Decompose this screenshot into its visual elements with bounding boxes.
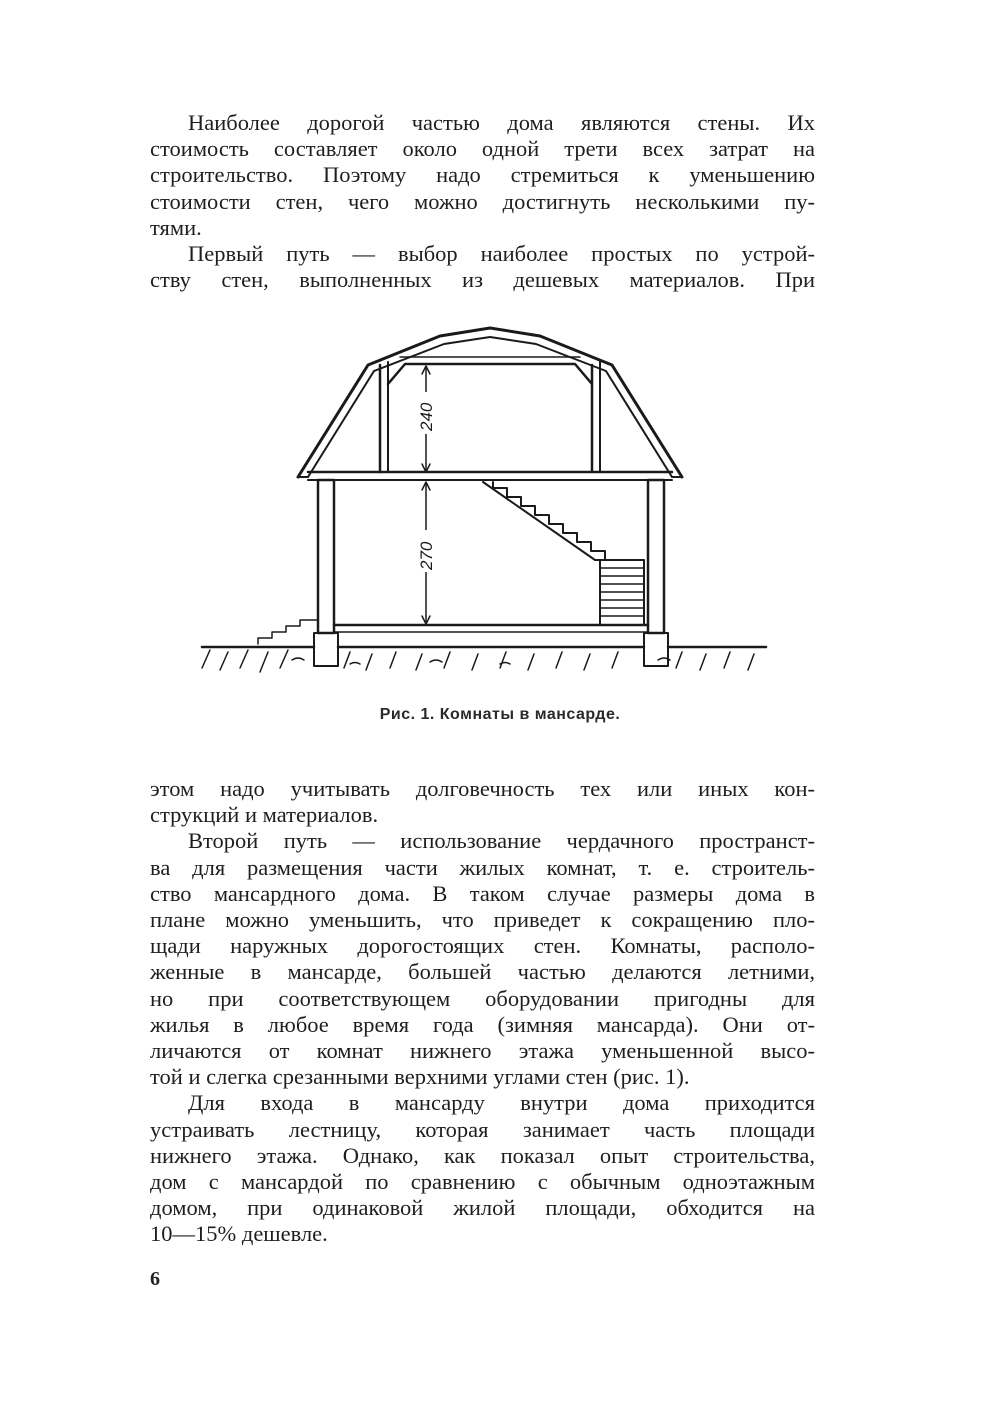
- paragraph-5: [150, 1090, 815, 1247]
- text-line: устраивать лестницу, которая занимает часть площади: [150, 1116, 815, 1142]
- figure-mansard-house: [200, 322, 780, 697]
- foundation-left: [314, 633, 338, 666]
- text-line: тями.: [150, 214, 202, 240]
- text-line: но при соответствующем оборудовании пригодны для: [150, 985, 815, 1011]
- text-line: личаются от комнат нижнего этажа уменьшенной высо-: [150, 1038, 815, 1064]
- paragraph-4: [150, 828, 815, 1090]
- text-line: Первый путь — выбор наиболее простых по устрой-: [188, 241, 815, 267]
- text-line: той и слегка срезанными верхними углами стен (рис. 1).: [150, 1064, 690, 1090]
- text-line: ва для размещения части жилых комнат, т. е. строитель-: [150, 854, 815, 880]
- foundation-right: [644, 633, 668, 666]
- stair-steps-upper: [493, 482, 605, 560]
- page-number: 6: [150, 1268, 160, 1290]
- text-line: Второй путь — использование чердачного пространст-: [188, 828, 815, 854]
- text-line: Для входа в мансарду внутри дома приходится: [188, 1090, 815, 1116]
- roof-inner-line: [308, 337, 672, 477]
- dimension-label-upper: 240: [417, 402, 436, 431]
- text-line: домом, при одинаковой жилой площади, обходится на: [150, 1195, 815, 1221]
- text-line: струкций и материалов.: [150, 802, 379, 828]
- text-block-bottom: [150, 776, 815, 1248]
- text-line: плане можно уменьшить, что приведет к сокращению пло-: [150, 907, 815, 933]
- text-line: ство мансардного дома. В таком случае размеры дома в: [150, 880, 815, 906]
- text-line: этом надо учитывать долговечность тех или иных кон-: [150, 776, 815, 801]
- text-block-top: [150, 110, 815, 293]
- wall-left: [318, 480, 334, 633]
- text-line: 10—15% дешевле.: [150, 1221, 328, 1247]
- text-line: щади наружных дорогостоящих стен. Комнаты, располо-: [150, 933, 815, 959]
- text-line: стоимость составляет около одной трети всех затрат на: [150, 136, 815, 162]
- text-line: нижнего этажа. Однако, как показал опыт строительства,: [150, 1142, 815, 1168]
- wall-right: [648, 480, 664, 633]
- paragraph-2: [150, 241, 815, 293]
- figure-caption: Рис. 1. Комнаты в мансарде.: [379, 706, 621, 723]
- paragraph-1: [150, 110, 815, 241]
- text-line: женные в мансарде, большей частью делаются летними,: [150, 959, 815, 985]
- text-line: стоимости стен, чего можно достигнуть несколькими пу-: [150, 188, 815, 214]
- paragraph-3: [150, 776, 815, 828]
- mansard-ceiling: [388, 364, 592, 384]
- text-line: строительство. Поэтому надо стремиться к уменьшению: [150, 162, 815, 188]
- roof-outer-line: [298, 328, 682, 477]
- entrance-steps: [258, 620, 318, 644]
- soil-hatching: [202, 650, 754, 672]
- text-line: дом с мансардой по сравнению с обычным одноэтажным: [150, 1169, 815, 1195]
- house-section-drawing: [200, 322, 780, 697]
- dimension-label-lower: 270: [417, 541, 436, 570]
- text-line: ству стен, выполненных из дешевых материалов. При: [150, 267, 815, 293]
- text-line: жилья в любое время года (зимняя мансарда). Они от-: [150, 1011, 815, 1037]
- text-line: Наиболее дорогой частью дома являются стены. Их: [188, 110, 815, 135]
